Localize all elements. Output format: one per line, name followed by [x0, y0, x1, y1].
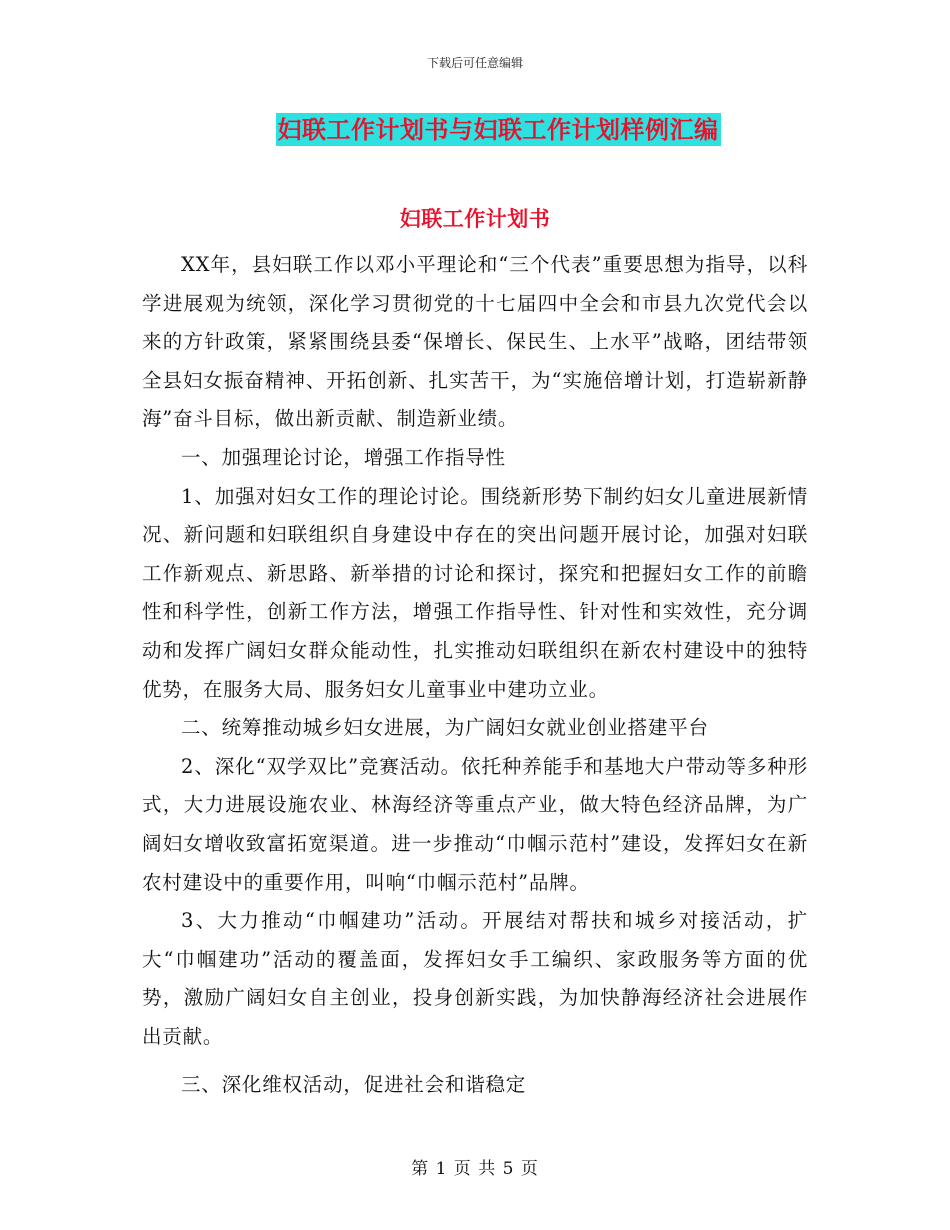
- heading-section-3: 三、深化维权活动，促进社会和谐稳定: [181, 1073, 527, 1097]
- page-footer: 第 1 页 共 5 页: [411, 1159, 539, 1179]
- document-main-title: [0, 110, 950, 145]
- main-title-text: 妇联工作计划书与妇联工作计划样例汇编: [277, 115, 719, 144]
- heading-section-1: 一、加强理论讨论，增强工作指导性: [181, 445, 506, 469]
- heading-section-2: 二、统筹推动城乡妇女进展，为广阔妇女就业创业搭建平台: [181, 716, 709, 740]
- header-note: 下载后可任意编辑: [426, 56, 523, 70]
- paragraph-item-2: 2、深化“双学双比”竞赛活动。依托种养能手和基地大户带动等多种形式，大力进展设施农业、林海经济等重点产业，做大特色经济品牌，为广阔妇女增收致富拓宽渠道。进一步推动“巾帼示范村”建设，发挥妇女在新农村建设中的重要作用，叫响“巾帼示范村”品牌。: [142, 754, 808, 894]
- section-title: 妇联工作计划书: [399, 206, 551, 231]
- paragraph-intro: XX年，县妇联工作以邓小平理论和“三个代表”重要思想为指导，以科学进展观为统领，深化学习贯彻党的十七届四中全会和市县九次党代会以来的方针政策，紧紧围绕县委“保增长、保民生、上水平”战略，团结带领全县妇女振奋精神、开拓创新、扎实苦干，为“实施倍增计划，打造崭新静海”奋斗目标，做出新贡献、制造新业绩。: [142, 253, 808, 431]
- paragraph-item-1: 1、加强对妇女工作的理论讨论。围绕新形势下制约妇女儿童进展新情况、新问题和妇联组织自身建设中存在的突出问题开展讨论，加强对妇联工作新观点、新思路、新举措的讨论和探讨，探究和把握妇女工作的前瞻性和科学性，创新工作方法，增强工作指导性、针对性和实效性，充分调动和发挥广阔妇女群众能动性，扎实推动妇联组织在新农村建设中的独特优势，在服务大局、服务妇女儿童事业中建功立业。: [142, 484, 808, 701]
- document-body: [142, 246, 808, 1105]
- paragraph-item-3: 3、大力推动“巾帼建功”活动。开展结对帮扶和城乡对接活动，扩大“巾帼建功”活动的覆盖面，发挥妇女手工编织、家政服务等方面的优势，激励广阔妇女自主创业，投身创新实践，为加快静海经济社会进展作出贡献。: [142, 909, 808, 1048]
